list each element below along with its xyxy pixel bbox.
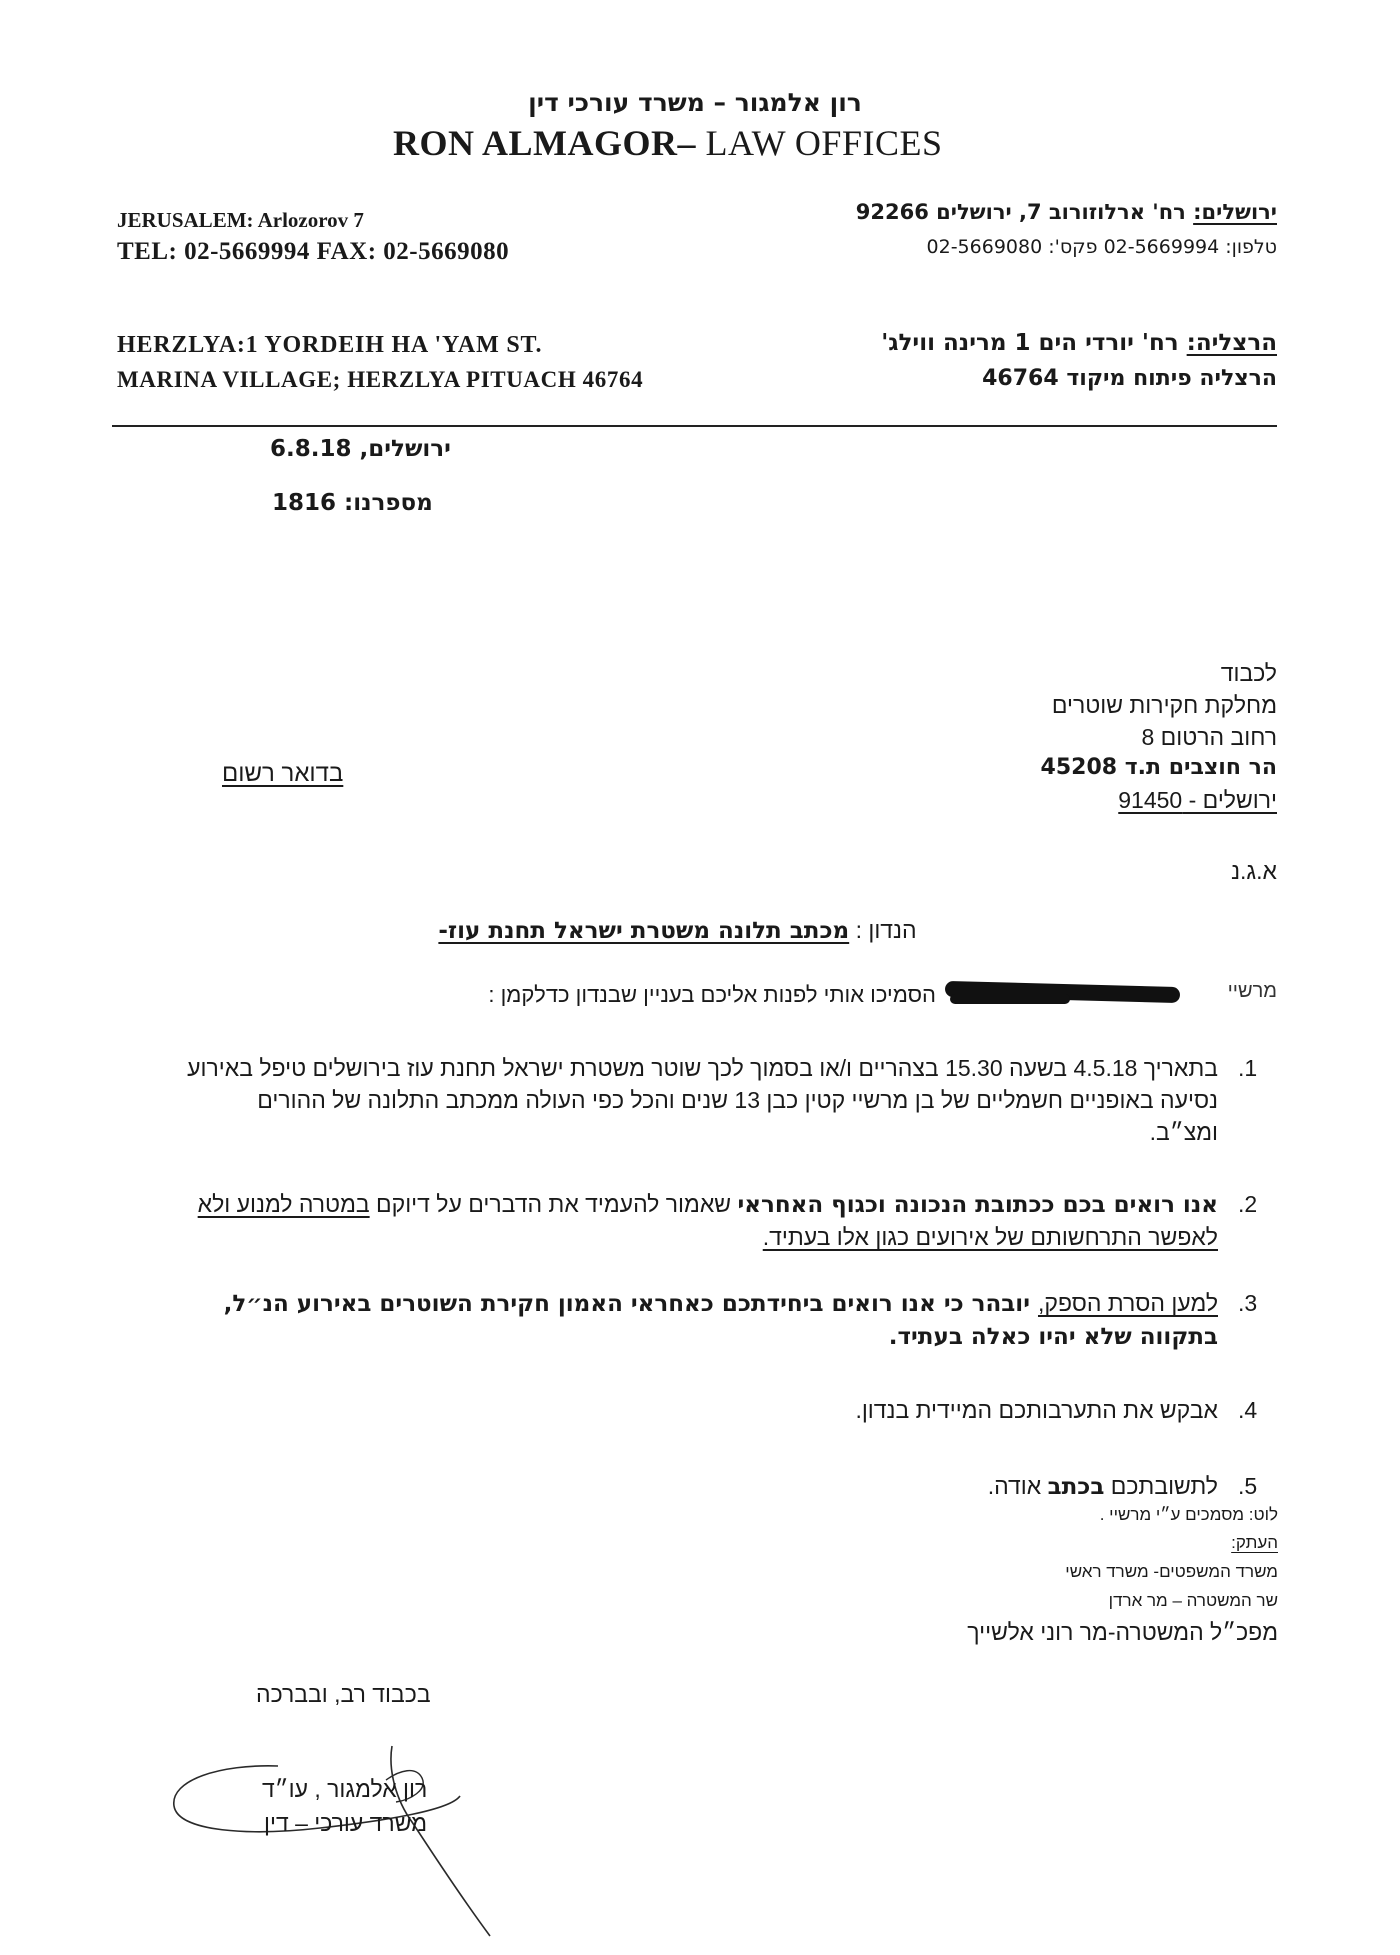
jerusalem-street-he: רח' ארלוזורוב 7, ירושלים 92266	[855, 200, 1194, 224]
signature	[160, 1740, 520, 1950]
intro-end: הסמיכו אותי לפנות אליכם בעניין שבנדון כדלקמן :	[488, 982, 936, 1007]
subject-text: מכתב תלונה משטרת ישראל תחנת עוז-	[438, 918, 850, 944]
cc-label: העתק:	[1231, 1533, 1278, 1552]
greeting: א.ג.נ	[1231, 858, 1277, 884]
paragraph-4	[183, 1394, 1258, 1426]
letterhead-divider	[112, 425, 1277, 427]
delivery-method: בדואר רשום	[222, 760, 344, 787]
phone-fax-he: טלפון: 02-5669994 פקס': 02-5669080	[926, 236, 1277, 258]
paragraph-2-rest: שאמור להעמיד את הדברים על דיוקם	[369, 1191, 738, 1217]
paragraph-2-underlined: במטרה למנוע ולא לאפשר התרחשותם של אירועים כגון אלו בעתיד.	[197, 1191, 1218, 1250]
attachments-note: לוט: מסמכים ע״י מרשיי .	[1099, 1505, 1278, 1524]
paragraph-5	[183, 1470, 1258, 1503]
subject-label: הנדון :	[849, 917, 917, 943]
paragraph-5-number: .5	[1238, 1473, 1258, 1499]
closing-regards: בכבוד רב, ובברכה	[256, 1681, 431, 1707]
herzlya-address-he-2: הרצליה פיתוח מיקוד 46764	[982, 366, 1277, 391]
paragraph-3	[183, 1287, 1258, 1353]
paragraph-1-number: .1	[1238, 1055, 1258, 1081]
paragraph-3-bold: יובהר כי אנו רואים ביחידתכם כאחראי האמון חקירת השוטרים באירוע הנ״ל, בתקווה שלא יהיו כאלה בעתיד.	[223, 1291, 1218, 1350]
recipient-line-1: לכבוד	[1220, 660, 1277, 686]
signer-title: משרד עורכי – דין	[264, 1810, 428, 1836]
paragraph-1-text: בתאריך 4.5.18 בשעה 15.30 בצהריים ו/או בסמוך לכך שוטר משטרת ישראל תחנת עוז בירושלים טיפל באירוע נסיעה באופניים חשמליים של בן מרשיי קטין כבן 13 שנים והכל כפי העולה ממכתב התלונה של ההורים ומצ״ב.	[187, 1055, 1218, 1145]
subject-line	[380, 917, 975, 944]
paragraph-5-post: אודה.	[987, 1473, 1048, 1499]
date-line: ירושלים, 6.8.18	[270, 436, 451, 462]
paragraph-1	[183, 1052, 1258, 1148]
cc-recipient-3: מפכ״ל המשטרה-מר רוני אלשייך	[967, 1619, 1278, 1645]
letterhead-english-offices: LAW OFFICES	[696, 123, 943, 163]
letterhead-english-title	[393, 122, 943, 164]
recipient-line-2: מחלקת חקירות שוטרים	[1051, 692, 1277, 718]
recipient-line-4: הר חוצבים ת.ד 45208	[1040, 755, 1277, 780]
paragraph-5-pre: לתשובתכם	[1104, 1473, 1218, 1499]
jerusalem-address-he	[856, 200, 1277, 224]
cc-recipient-2: שר המשטרה – מר ארדן	[1108, 1591, 1278, 1610]
paragraph-3-underlined: למען הסרת הספק,	[1037, 1290, 1218, 1316]
herzlya-label-he: הרצליה:	[1186, 330, 1277, 356]
recipient-line-3: רחוב הרטום 8	[1141, 724, 1277, 750]
reference-number: מספרנו: 1816	[272, 490, 433, 516]
paragraph-5-bold: בכתב	[1047, 1474, 1105, 1500]
herzlya-street-he: רח' יורדי הים 1 מרינה ווילג'	[881, 330, 1187, 356]
paragraph-2-number: .2	[1238, 1191, 1258, 1217]
intro-start: מרשיי	[1227, 980, 1277, 1002]
paragraph-3-number: .3	[1238, 1290, 1258, 1316]
herzlya-address-en-2: MARINA VILLAGE; HERZLYA PITUACH 46764	[117, 367, 644, 392]
paragraph-2-bold: אנו רואים בכם ככתובת הנכונה וכגוף האחראי	[737, 1192, 1218, 1218]
cc-recipient-1: משרד המשפטים- משרד ראשי	[1065, 1562, 1278, 1581]
redaction-bar-tail	[950, 994, 1070, 1004]
herzlya-address-he-1	[881, 330, 1277, 356]
paragraph-4-text: אבקש את התערבותכם המיידית בנדון.	[855, 1397, 1218, 1423]
recipient-line-5: ירושלים - 91450	[1118, 787, 1277, 813]
letterhead-hebrew-title: רון אלמגור – משרד עורכי דין	[528, 88, 862, 117]
herzlya-address-en-1: HERZLYA:1 YORDEIH HA 'YAM ST.	[117, 332, 543, 358]
letterhead-english-name: RON ALMAGOR–	[393, 123, 696, 163]
jerusalem-label-he: ירושלים:	[1193, 200, 1277, 224]
paragraph-2	[183, 1188, 1258, 1253]
signer-name: רון אלמגור , עו״ד	[262, 1776, 428, 1802]
tel-fax-en: TEL: 02-5669994 FAX: 02-5669080	[117, 238, 510, 265]
signature-scribble-icon	[160, 1740, 520, 1950]
paragraph-4-number: .4	[1238, 1397, 1258, 1423]
jerusalem-address-en: JERUSALEM: Arlozorov 7	[117, 208, 364, 232]
